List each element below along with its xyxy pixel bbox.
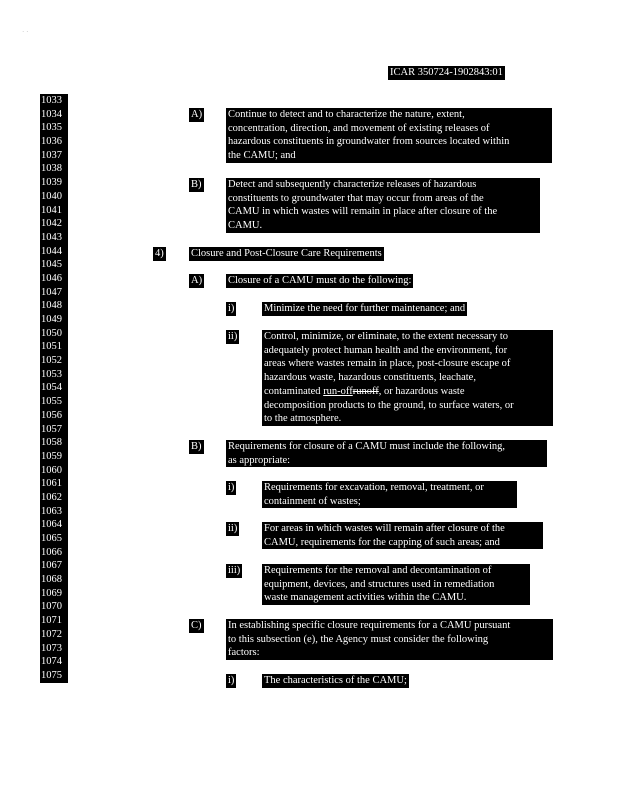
line-number: 1059 [40,450,68,464]
item-b-label: B) [191,179,202,190]
text-line: Requirements for excavation, removal, treatment, or [264,482,484,493]
line-number: 1061 [40,477,68,491]
line-number: 1041 [40,204,68,218]
line-number: 1060 [40,464,68,478]
line-number: 1048 [40,299,68,313]
line-number: 1053 [40,368,68,382]
text-line: Continue to detect and to characterize the nature, extent, [228,109,465,120]
line-number: 1039 [40,176,68,190]
item-a-label: A) [191,109,203,120]
text-line: to this subsection (e), the Agency must consider the following [228,633,489,645]
item-b-text [226,178,540,233]
section-4-heading: Closure and Post-Closure Care Requirements [191,248,382,259]
text-line: CAMU. [228,220,263,232]
line-number: 1065 [40,532,68,546]
text-line: areas where wastes remain in place, post-closure escape of [264,358,511,370]
text-line: as appropriate: [228,454,291,466]
line-number: 1042 [40,217,68,231]
line-number: 1034 [40,108,68,122]
line-number: 1055 [40,395,68,409]
line-number: 1070 [40,600,68,614]
text-line: decomposition products to the ground, to surface waters, or [264,399,514,411]
line-number: 1036 [40,135,68,149]
scan-marks: · · [22,28,29,36]
section-4b-i-label: i) [228,482,235,493]
text-line: hazardous constituents in groundwater from sources located within [228,136,510,148]
section-4c-text [226,619,553,660]
section-4c-label: C) [191,620,202,631]
line-number: 1064 [40,518,68,532]
section-4-label: 4) [155,248,164,259]
section-4a-text: Closure of a CAMU must do the following: [228,275,412,286]
section-4a-i-label: i) [228,303,235,314]
section-4a-ii-text [262,330,553,426]
line-number: 1045 [40,258,68,272]
inserted-text: run-off [323,385,353,397]
line-number: 1043 [40,231,68,245]
text-line: Requirements for the removal and decontamination of [264,565,492,576]
line-number: 1052 [40,354,68,368]
text-line: hazardous waste, hazardous constituents, leachate, [264,372,476,384]
line-number: 1038 [40,162,68,176]
line-number: 1074 [40,655,68,669]
line-number: 1035 [40,121,68,135]
section-4b-ii-text [262,522,543,549]
text-line: constituents to groundwater that may occur from areas of the [228,192,484,204]
section-4a-i-text: Minimize the need for further maintenance; and [264,303,466,314]
line-number: 1056 [40,409,68,423]
text-line: In establishing specific closure requirements for a CAMU pursuant [228,620,511,631]
text-line: the CAMU; and [228,150,296,162]
section-4c-i-text: The characteristics of the CAMU; [264,675,407,686]
text-fragment: , or hazardous waste [378,385,465,397]
line-number: 1058 [40,436,68,450]
line-number: 1051 [40,340,68,354]
line-number: 1072 [40,628,68,642]
line-number: 1073 [40,642,68,656]
line-number: 1067 [40,559,68,573]
line-number: 1040 [40,190,68,204]
section-4c-i-label: i) [228,675,235,686]
line-number: 1066 [40,546,68,560]
line-number: 1075 [40,669,68,683]
line-number: 1047 [40,286,68,300]
line-number: 1062 [40,491,68,505]
deleted-text: runoff [352,385,379,397]
text-line: Detect and subsequently characterize releases of hazardous [228,179,477,190]
line-number: 1071 [40,614,68,628]
section-4b-iii-text [262,564,530,605]
text-line: Requirements for closure of a CAMU must include the following, [228,441,506,452]
section-4a-label: A) [191,275,203,286]
line-number: 1049 [40,313,68,327]
text-line: CAMU in which wastes will remain in place after closure of the [228,206,498,218]
line-number: 1037 [40,149,68,163]
line-number: 1057 [40,423,68,437]
text-line: to the atmosphere. [264,413,342,425]
text-line: CAMU, requirements for the capping of such areas; and [264,536,500,548]
line-number: 1033 [40,94,68,108]
section-4b-iii-label: iii) [228,565,241,576]
text-line: factors: [228,647,260,659]
text-fragment: contaminated [264,385,324,397]
section-4a-ii-label: ii) [228,331,238,342]
text-line: Control, minimize, or eliminate, to the extent necessary to [264,331,509,342]
section-4b-i-text [262,481,517,508]
line-number: 1050 [40,327,68,341]
section-4b-text [226,440,547,467]
text-line: adequately protect human health and the environment, for [264,344,508,356]
text-line: waste management activities within the CAMU. [264,592,467,604]
line-number: 1069 [40,587,68,601]
text-line [264,385,551,399]
line-number: 1044 [40,245,68,259]
line-number: 1046 [40,272,68,286]
section-4b-ii-label: ii) [228,523,238,534]
line-numbers [40,94,68,683]
line-number: 1054 [40,381,68,395]
section-4b-label: B) [191,441,202,452]
text-line: concentration, direction, and movement of existing releases of [228,122,490,134]
line-number: 1068 [40,573,68,587]
line-number: 1063 [40,505,68,519]
item-a-text [226,108,552,163]
document-id: ICAR 350724-1902843:01 [390,67,503,78]
text-line: containment of wastes; [264,495,361,507]
text-line: equipment, devices, and structures used in remediation [264,578,495,590]
text-line: For areas in which wastes will remain after closure of the [264,523,505,534]
